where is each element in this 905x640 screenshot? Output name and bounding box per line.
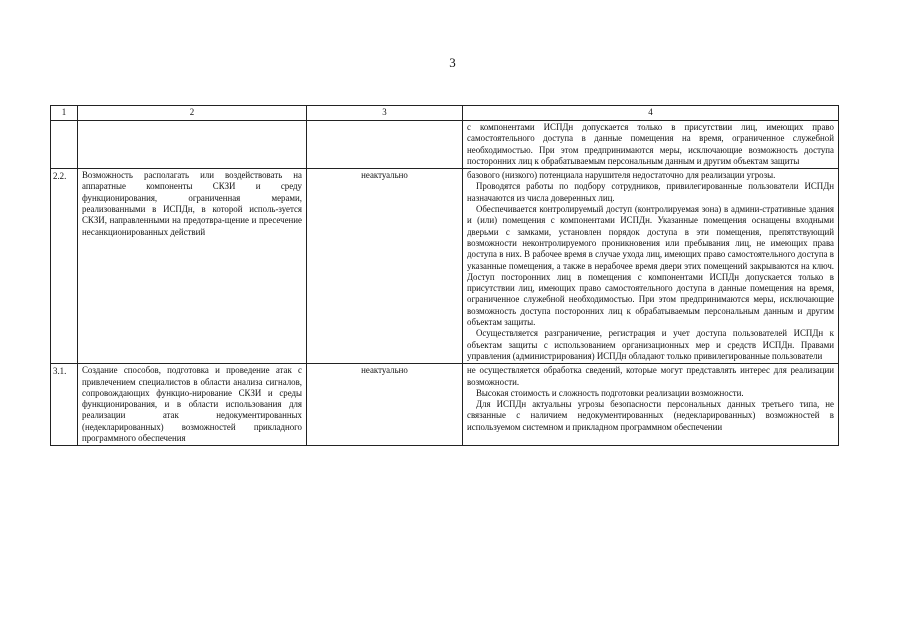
measures-paragraph: Осуществляется разграничение, регистрация и учет доступа пользователей ИСПДн к объектам защиты с использованием организационных мер и средств ИСПДн. Правами управления (администрирования) ИСПДн обладают только привилегированные пользователи xyxy=(467,328,834,361)
measures-paragraph: не осуществляется обработка сведений, которые могут представлять интерес для реализации возможности. xyxy=(467,365,834,387)
row-number: 3.1. xyxy=(51,364,78,446)
measures-paragraph: Для ИСПДн актуальны угрозы безопасности персональных данных третьего типа, не связанные с наличием недокументированных (недекларированных) возможностей в используемом системном и прикладном программном обеспечении xyxy=(467,399,834,432)
relevance-cell xyxy=(307,121,463,169)
measures-paragraph: с компонентами ИСПДн допускается только в присутствии лиц, имеющих право самостоятельного доступа в данные помещения на время, ограниченное служебной необходимостью. При этом предпринимаются меры, исключающие возможность доступа посторонних лиц к обрабатываемым персональным данным и другим объектам защиты xyxy=(467,122,834,166)
row-number: 2.2. xyxy=(51,169,78,364)
header-cell: 1 xyxy=(51,106,78,121)
measures-paragraph: базового (низкого) потенциала нарушителя недостаточно для реализации угрозы. xyxy=(467,170,776,181)
table-row xyxy=(51,169,839,364)
threats-table xyxy=(50,105,839,446)
page-number: 3 xyxy=(449,55,456,70)
measures-paragraph: Высокая стоимость и сложность подготовки реализации возможности. xyxy=(476,387,744,398)
table-header-row xyxy=(51,106,839,121)
row-number xyxy=(51,121,78,169)
header-cell: 2 xyxy=(78,106,307,121)
threat-cell xyxy=(78,121,307,169)
measures-cell xyxy=(463,121,839,169)
threat-cell xyxy=(78,364,307,446)
relevance-cell: неактуально xyxy=(307,169,463,364)
table-row xyxy=(51,121,839,169)
table-row xyxy=(51,364,839,446)
header-cell: 3 xyxy=(307,106,463,121)
measures-paragraph: Проводятся работы по подбору сотрудников, привилегированные пользователи ИСПДн назначаются из числа доверенных лиц. xyxy=(467,181,834,203)
measures-cell xyxy=(463,169,839,364)
measures-paragraph: Обеспечивается контролируемый доступ (контролируемая зона) в админи-стративные здания и (или) помещения с компонентами ИСПДн. Указанные помещения оснащены входными дверьми с замками, установлен порядок доступа в эти помещения, препятствующий возможности неконтролируемого проникновения или пребывания лиц, не имеющих права доступа в них. В рабочее время в случае ухода лиц, имеющих право самостоятельного доступа в указанные помещения, а также в нерабочее время двери этих помещений закрываются на ключ. Доступ посторонних лиц в помещения с компонентами ИСПДн допускается только в присутствии лиц, имеющих право самостоятельного доступа в данные помещения на время, ограниченное служебной необходимостью. При этом предпринимаются меры, исключающие возможность доступа посторонних лиц к обрабатываемым персональным данным и другим объектам защиты. xyxy=(467,204,834,328)
relevance-cell: неактуально xyxy=(307,364,463,446)
header-cell: 4 xyxy=(463,106,839,121)
measures-cell xyxy=(463,364,839,446)
threat-text: Возможность располагать или воздействовать на аппаратные компоненты СКЗИ и среду функционирования, ограниченная мерами, реализованными в ИСПДн, в которой исполь-зуется СКЗИ, направленными на предотвра-щение и пресечение несанкционированных действий xyxy=(82,170,302,237)
threat-text: Создание способов, подготовка и проведение атак с привлечением специалистов в области анализа сигналов, сопровождающих функцио-нирование СКЗИ и среды функционирования, и в области использования для реализации атак недокументированных (недекларированных) возможностей прикладного программного обеспечения xyxy=(82,365,302,444)
threat-cell xyxy=(78,169,307,364)
